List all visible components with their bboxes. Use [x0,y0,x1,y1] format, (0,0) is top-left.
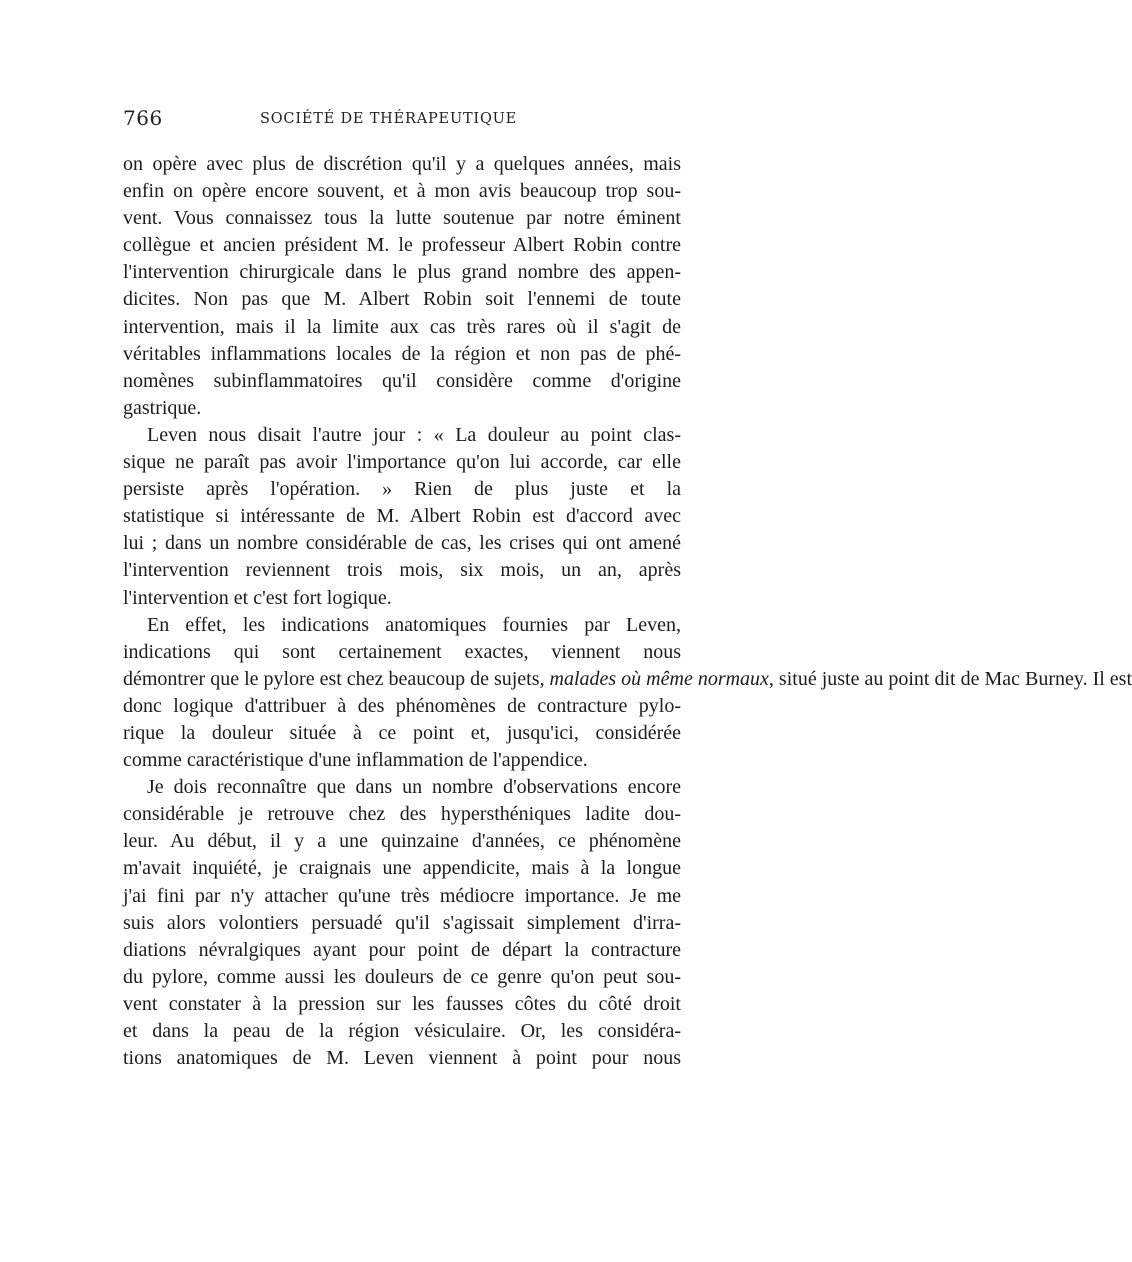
text-line: suis alors volontiers persuadé qu'il s'agissait simplement d'irra- [123,911,681,934]
text-line: vent constater à la pression sur les fausses côtes du côté droit [123,992,681,1015]
text-line: vent. Vous connaissez tous la lutte soutenue par notre éminent [123,207,681,230]
text-line: comme caractéristique d'une inflammation de l'appendice. [123,749,588,772]
text-line: enfin on opère encore souvent, et à mon avis beaucoup trop sou- [123,180,681,203]
text-line: indications qui sont certainement exactes, viennent nous [123,640,681,663]
page-number: 766 [123,106,163,130]
text-line: diations névralgiques ayant pour point de départ la contracture [123,938,681,961]
text-line: donc logique d'attribuer à des phénomènes de contracture pylo- [123,694,681,717]
text-line: sique ne paraît pas avoir l'importance qu'on lui accorde, car elle [123,451,681,474]
text-line: gastrique. [123,396,202,419]
text-line: on opère avec plus de discrétion qu'il y a quelques années, mais [123,153,681,175]
text-line: collègue et ancien président M. le professeur Albert Robin contre [123,234,681,257]
text-line: l'intervention et c'est fort logique. [123,586,392,609]
text-fragment: démontrer que le pylore est chez beaucoup de sujets, [123,667,550,690]
text-line: j'ai fini par n'y attacher qu'une très médiocre importance. Je me [123,884,681,907]
text-line: Leven nous disait l'autre jour : « La douleur au point clas- [147,423,681,446]
text-line: Je dois reconnaître que dans un nombre d'observations encore [147,776,681,799]
text-fragment: , situé juste au point dit de Mac Burney. Il est [768,667,1132,690]
text-line: lui ; dans un nombre considérable de cas, les crises qui ont amené [123,532,681,555]
text-line: du pylore, comme aussi les douleurs de ce genre qu'on peut sou- [123,965,681,988]
text-line: dicites. Non pas que M. Albert Robin soit l'ennemi de toute [123,288,681,311]
text-line: rique la douleur située à ce point et, jusqu'ici, considérée [123,721,681,744]
text-line: l'intervention chirurgicale dans le plus grand nombre des appen- [123,261,681,284]
text-line [123,666,1132,693]
text-line: leur. Au début, il y a une quinzaine d'années, ce phénomène [123,830,681,853]
text-line: considérable je retrouve chez des hypersthéniques ladite dou- [123,803,681,826]
text-line: tions anatomiques de M. Leven viennent à point pour nous [123,1047,681,1070]
text-line: statistique si intéressante de M. Albert Robin est d'accord avec [123,505,681,528]
text-line: l'intervention reviennent trois mois, six mois, un an, après [123,559,681,582]
text-line: m'avait inquiété, je craignais une appendicite, mais à la longue [123,857,681,880]
text-line: et dans la peau de la région vésiculaire. Or, les considéra- [123,1020,681,1042]
body-text [123,151,1132,1072]
running-head: SOCIÉTÉ DE THÉRAPEUTIQUE [260,111,518,127]
text-line: persiste après l'opération. » Rien de plus juste et la [123,478,681,501]
text-line: nomènes subinflammatoires qu'il considère comme d'origine [123,369,681,392]
text-line: intervention, mais il la limite aux cas très rares où il s'agit de [123,315,681,338]
text-line: En effet, les indications anatomiques fournies par Leven, [147,613,681,636]
italic-phrase: malades où même normaux [549,667,769,690]
page-header [123,106,683,132]
text-line: véritables inflammations locales de la région et non pas de phé- [123,342,681,365]
